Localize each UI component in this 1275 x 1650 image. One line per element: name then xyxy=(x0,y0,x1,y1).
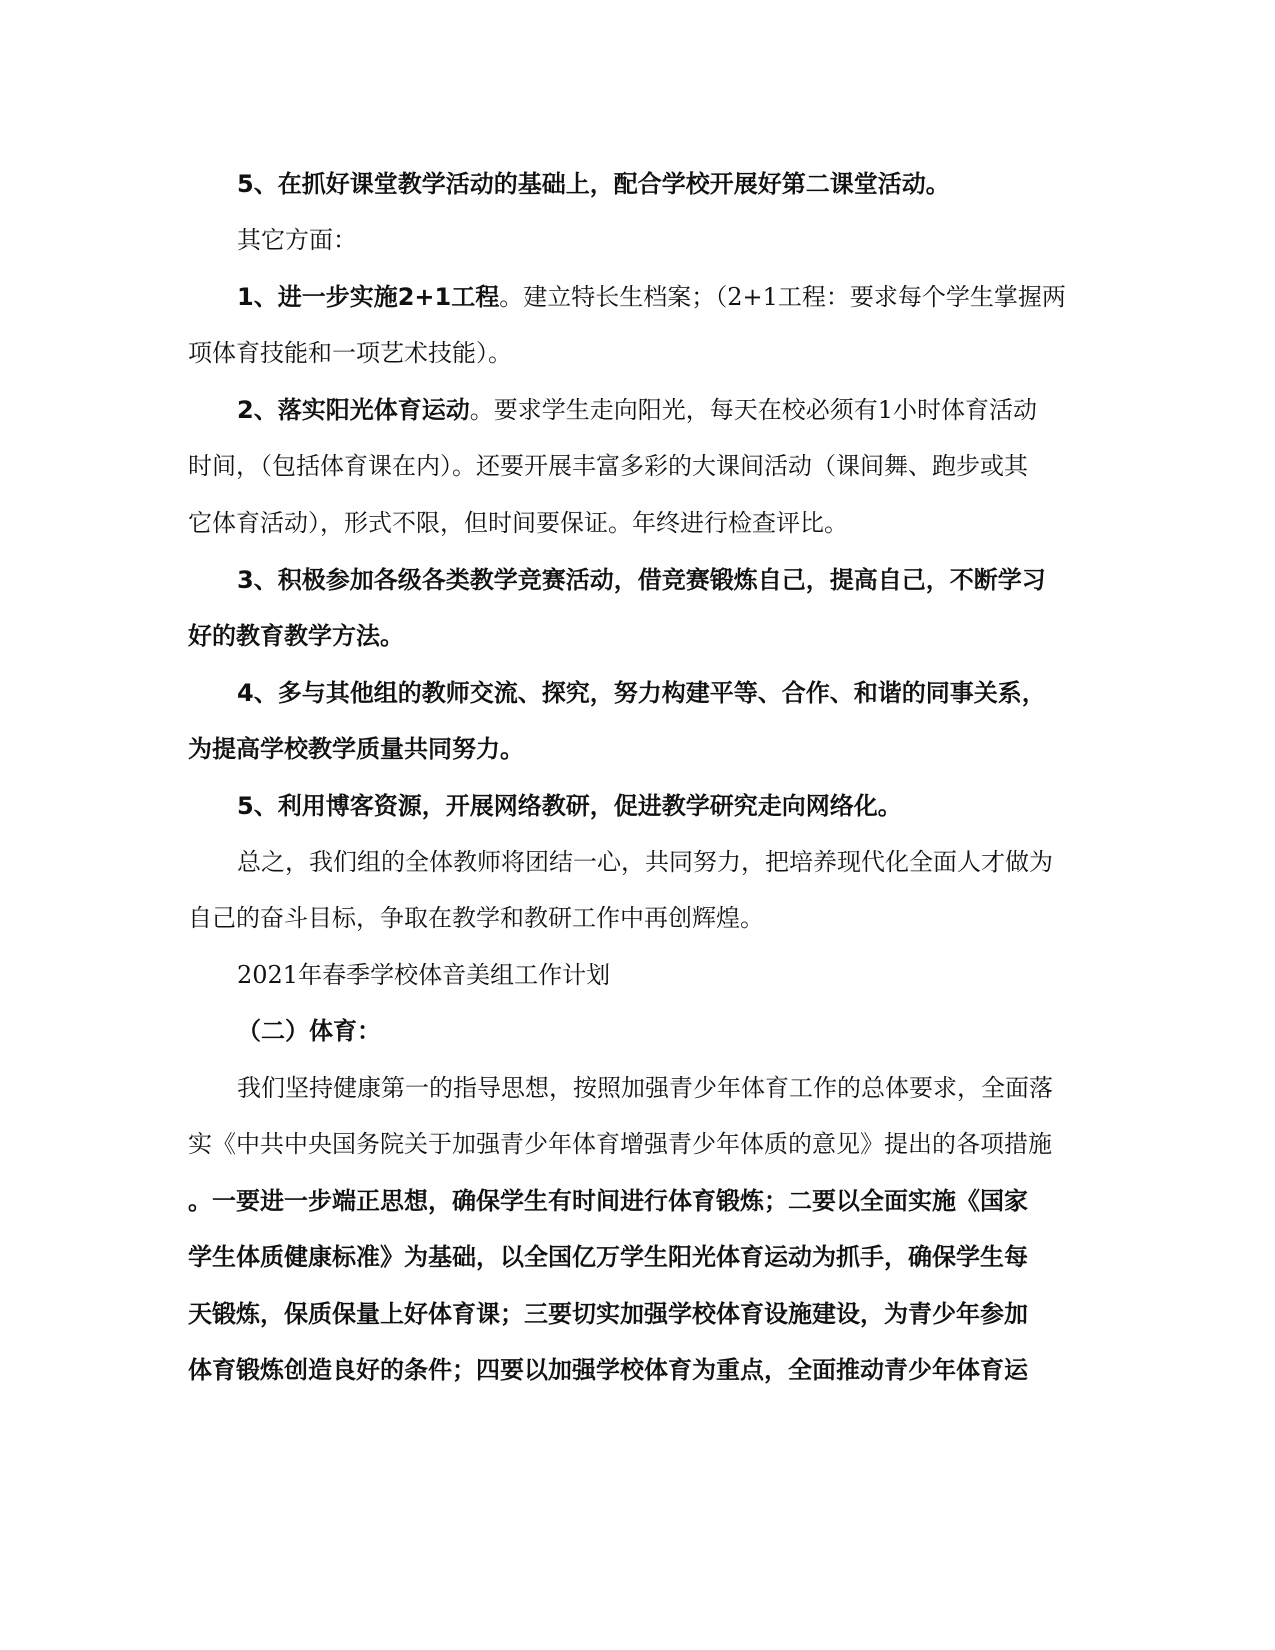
paragraph-line: 5、利用博客资源，开展网络教研，促进教学研究走向网络化。 xyxy=(237,792,902,820)
paragraph-line: 它体育活动），形式不限，但时间要保证。年终进行检查评比。 xyxy=(188,509,848,537)
paragraph-line: 为提高学校教学质量共同努力。 xyxy=(188,735,524,763)
paragraph-line: 实《中共中央国务院关于加强青少年体育增强青少年体质的意见》提出的各项措施 xyxy=(188,1130,1052,1158)
paragraph-line: 4、多与其他组的教师交流、探究，努力构建平等、合作、和谐的同事关系， xyxy=(237,679,1046,707)
paragraph-line: 时间，（包括体育课在内）。还要开展丰富多彩的大课间活动（课间舞、跑步或其 xyxy=(188,452,1028,480)
paragraph-line xyxy=(237,279,1066,315)
paragraph-line xyxy=(237,392,1037,428)
paragraph-line: 3、积极参加各级各类教学竞赛活动，借竞赛锻炼自己，提高自己，不断学习 xyxy=(237,566,1046,594)
item-body: 。建立特长生档案；（2+1工程：要求每个学生掌握两 xyxy=(499,283,1066,311)
paragraph-line: 总之，我们组的全体教师将团结一心，共同努力，把培养现代化全面人才做为 xyxy=(237,848,1053,876)
item-body: 。要求学生走向阳光，每天在校必须有1小时体育活动 xyxy=(469,396,1037,424)
paragraph-line: 体育锻炼创造良好的条件；四要以加强学校体育为重点，全面推动青少年体育运 xyxy=(188,1356,1028,1384)
section-heading-other: 其它方面： xyxy=(237,226,357,254)
item-title: 1、进一步实施2+1工程 xyxy=(237,283,500,311)
paragraph-line: 项体育技能和一项艺术技能）。 xyxy=(188,339,512,367)
document-title: 2021年春季学校体音美组工作计划 xyxy=(237,961,611,989)
paragraph-line: 天锻炼，保质保量上好体育课；三要切实加强学校体育设施建设，为青少年参加 xyxy=(188,1300,1028,1328)
item-title: 2、落实阳光体育运动 xyxy=(237,396,470,424)
section-heading-sports: （二）体育： xyxy=(237,1017,381,1045)
paragraph-line: 5、在抓好课堂教学活动的基础上，配合学校开展好第二课堂活动。 xyxy=(237,170,950,198)
paragraph-line: 。一要进一步端正思想，确保学生有时间进行体育锻炼；二要以全面实施《国家 xyxy=(188,1187,1028,1215)
paragraph-line: 好的教育教学方法。 xyxy=(188,622,404,650)
paragraph-line: 我们坚持健康第一的指导思想，按照加强青少年体育工作的总体要求，全面落 xyxy=(237,1074,1053,1102)
paragraph-line: 学生体质健康标准》为基础，以全国亿万学生阳光体育运动为抓手，确保学生每 xyxy=(188,1243,1028,1271)
paragraph-line: 自己的奋斗目标，争取在教学和教研工作中再创辉煌。 xyxy=(188,904,764,932)
